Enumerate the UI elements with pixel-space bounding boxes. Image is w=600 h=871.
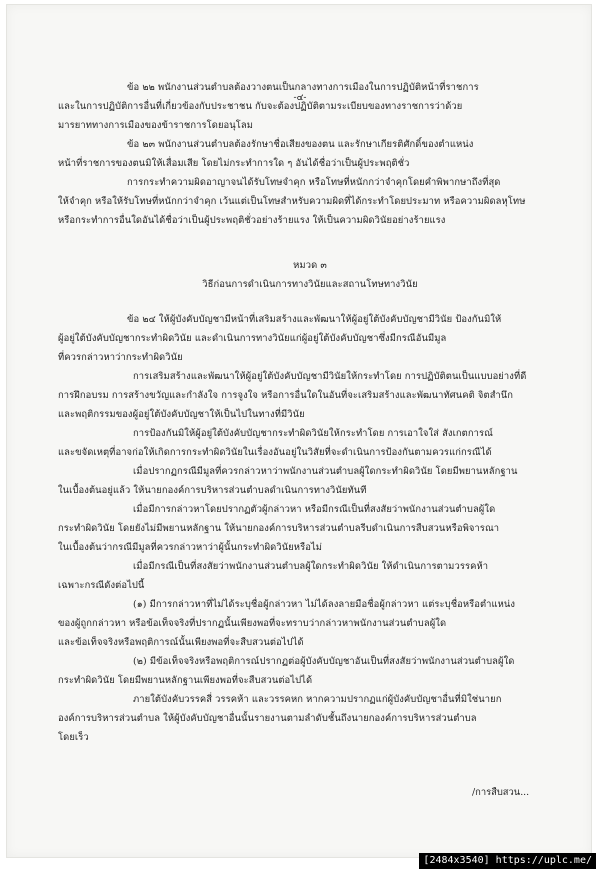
page-number: -๔- xyxy=(293,93,307,103)
chapter-title: วิธีก่อนการดำเนินการทางวินัยและสถานโทษทางวินัย xyxy=(202,279,418,290)
text-line: ข้อ ๒๓ พนักงานส่วนตำบลต้องรักษาชื่อเสียงของตน และรักษาเกียรติศักดิ์ของตำแหน่ง xyxy=(127,139,474,150)
text-line: ของผู้ถูกกล่าวหา หรือข้อเท็จจริงที่ปรากฏนั้นเพียงพอที่จะทราบว่ากล่าวหาพนักงานส่วนตำบลผู้ใด xyxy=(58,618,447,629)
text-line: และในการปฏิบัติการอื่นที่เกี่ยวข้องกับประชาชน กับจะต้องปฏิบัติตามระเบียบของทางราชการว่าด้วย xyxy=(58,101,463,112)
paragraph-article-23 xyxy=(58,135,562,173)
document-body xyxy=(58,78,562,747)
paragraph-other-supervisor xyxy=(58,690,562,747)
text-line: และข้อเท็จจริงหรือพฤติการณ์นั้นเพียงพอที่จะสืบสวนต่อไปได้ xyxy=(58,637,304,648)
text-line: การฝึกอบรม การสร้างขวัญและกำลังใจ การจูงใจ หรือการอื่นใดในอันที่จะเสริมสร้างและพัฒนาทัศนคติ จิตสำนึก xyxy=(58,390,514,401)
text-line: กระทำผิดวินัย โดยยังไม่มีพยานหลักฐาน ให้นายกองค์การบริหารส่วนตำบลรีบดำเนินการสืบสวนหรือพิจารณา xyxy=(58,523,500,534)
text-line: หน้าที่ราชการของตนมิให้เสื่อมเสีย โดยไม่กระทำการใด ๆ อันได้ชื่อว่าเป็นผู้ประพฤติชั่ว xyxy=(58,158,410,169)
text-line: เฉพาะกรณีดังต่อไปนี้ xyxy=(58,580,145,591)
text-line: และพฤติกรรมของผู้อยู่ใต้บังคับบัญชาให้เป็นไปในทางที่มีวินัย xyxy=(58,409,305,420)
continuation-marker: /การสืบสวน... xyxy=(472,787,530,798)
paragraph-item-2 xyxy=(58,652,562,690)
text-line: ในเบื้องต้นอยู่แล้ว ให้นายกองค์การบริหารส่วนตำบลดำเนินการทางวินัยทันที xyxy=(58,485,367,496)
paragraph-suspicion xyxy=(58,557,562,595)
paragraph-criminal-offense xyxy=(58,173,562,230)
watermark-label: [2484x3540] https://uplc.me/ xyxy=(419,853,596,869)
chapter-number: หมวด ๓ xyxy=(293,260,327,271)
text-line: มารยาททางการเมืองของข้าราชการโดยอนุโลม xyxy=(58,120,254,131)
text-line: ผู้อยู่ใต้บังคับบัญชากระทำผิดวินัย และดำเนินการทางวินัยแก่ผู้อยู่ใต้บังคับบัญชาซึ่งมีกรณีอันมีมูล xyxy=(58,333,447,344)
text-line: การป้องกันมิให้ผู้อยู่ใต้บังคับบัญชากระทำผิดวินัยให้กระทำโดย การเอาใจใส่ สังเกตการณ์ xyxy=(133,428,493,439)
paragraph-evidence-case xyxy=(58,462,562,500)
text-line: เมื่อมีการกล่าวหาโดยปรากฏตัวผู้กล่าวหา หรือมีกรณีเป็นที่สงสัยว่าพนักงานส่วนตำบลผู้ใด xyxy=(133,504,496,515)
text-line: และขจัดเหตุที่อาจก่อให้เกิดการกระทำผิดวินัยในเรื่องอันอยู่ในวิสัยที่จะดำเนินการป้องกันตามควรแก่กรณีได้ xyxy=(58,447,492,458)
text-line: ในเบื้องต้นว่ากรณีมีมูลที่ควรกล่าวหาว่าผู้นั้นกระทำผิดวินัยหรือไม่ xyxy=(58,542,323,553)
paragraph-discipline-development xyxy=(58,367,562,424)
text-line: การเสริมสร้างและพัฒนาให้ผู้อยู่ใต้บังคับบัญชามีวินัยให้กระทำโดย การปฏิบัติตนเป็นแบบอย่างที่ดี xyxy=(133,371,527,382)
paragraph-article-24 xyxy=(58,310,562,367)
text-line: การกระทำความผิดอาญาจนได้รับโทษจำคุก หรือโทษที่หนักกว่าจำคุกโดยคำพิพากษาถึงที่สุด xyxy=(127,177,501,188)
paragraph-article-22 xyxy=(58,78,562,135)
text-line: หรือกระทำการอื่นใดอันได้ชื่อว่าเป็นผู้ประพฤติชั่วอย่างร้ายแรง ให้เป็นความผิดวินัยอย่างร้ายแรง xyxy=(58,215,446,226)
paragraph-accusation xyxy=(58,500,562,557)
text-line: ให้จำคุก หรือให้รับโทษที่หนักกว่าจำคุก เว้นแต่เป็นโทษสำหรับความผิดที่ได้กระทำโดยประมาท หรือความผิดลหุโทษ xyxy=(58,196,526,207)
text-line: เมื่อปรากฏกรณีมีมูลที่ควรกล่าวหาว่าพนักงานส่วนตำบลผู้ใดกระทำผิดวินัย โดยมีพยานหลักฐาน xyxy=(133,466,518,477)
text-line: ที่ควรกล่าวหาว่ากระทำผิดวินัย xyxy=(58,352,183,363)
text-line: ข้อ ๒๔ ให้ผู้บังคับบัญชามีหน้าที่เสริมสร้างและพัฒนาให้ผู้อยู่ใต้บังคับบัญชามีวินัย ป้องกันมิให้ xyxy=(127,314,502,325)
text-line: (๑) มีการกล่าวหาที่ไม่ได้ระบุชื่อผู้กล่าวหา ไม่ได้ลงลายมือชื่อผู้กล่าวหา แต่ระบุชื่อหรือตำแหน่ง xyxy=(133,599,516,610)
text-line: ข้อ ๒๒ พนักงานส่วนตำบลต้องวางตนเป็นกลางทางการเมืองในการปฏิบัติหน้าที่ราชการ xyxy=(127,82,479,93)
text-line: เมื่อมีกรณีเป็นที่สงสัยว่าพนักงานส่วนตำบลผู้ใดกระทำผิดวินัย ให้ดำเนินการตามวรรคห้า xyxy=(133,561,489,572)
chapter-heading xyxy=(58,256,562,294)
text-line: กระทำผิดวินัย โดยมีพยานหลักฐานเพียงพอที่จะสืบสวนต่อไปได้ xyxy=(58,675,313,686)
text-line: (๒) มีข้อเท็จจริงหรือพฤติการณ์ปรากฏต่อผู้บังคับบัญชาอันเป็นที่สงสัยว่าพนักงานส่วนตำบลผู้ใด xyxy=(133,656,515,667)
paragraph-item-1 xyxy=(58,595,562,652)
text-line: ภายใต้บังคับวรรคสี่ วรรคห้า และวรรคหก หากความปรากฏแก่ผู้บังคับบัญชาอื่นที่มิใช่นายก xyxy=(133,694,502,705)
text-line: โดยเร็ว xyxy=(58,732,89,743)
text-line: องค์การบริหารส่วนตำบล ให้ผู้บังคับบัญชาอื่นนั้นรายงานตามลำดับชั้นถึงนายกองค์การบริหารส่วนตำบล xyxy=(58,713,477,724)
paragraph-prevention xyxy=(58,424,562,462)
